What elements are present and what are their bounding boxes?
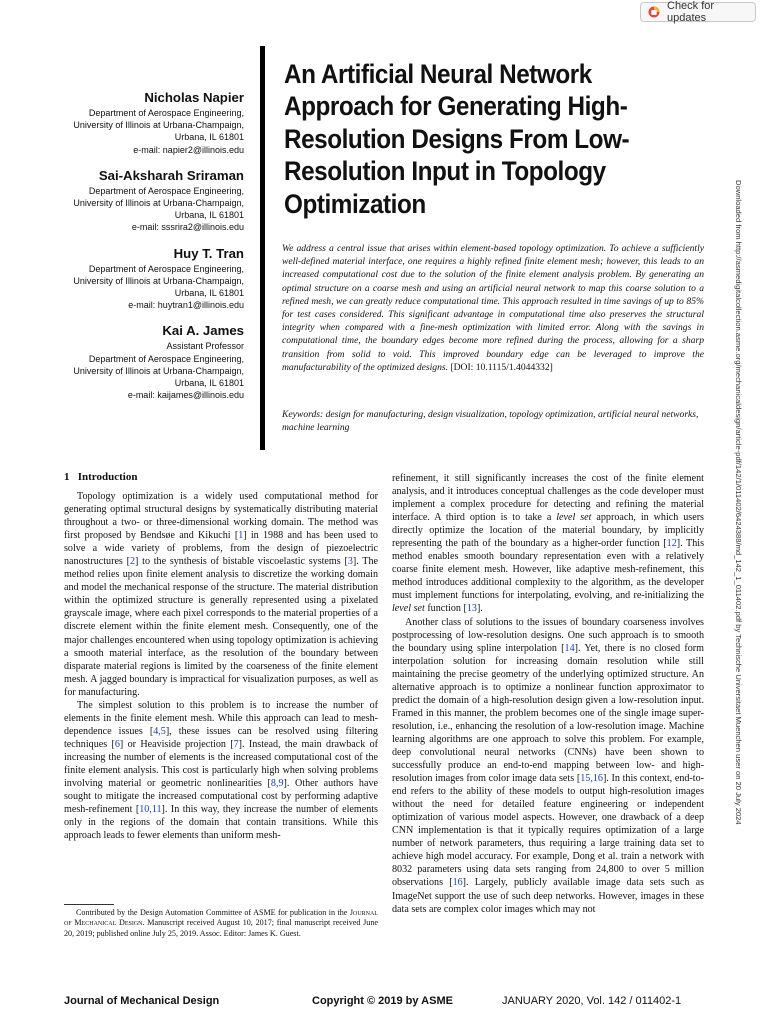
citation-link[interactable]: 12 [666,538,677,550]
citation-link[interactable]: 1 [238,530,244,542]
author-position: Assistant Professor [166,341,244,352]
check-for-updates-button[interactable] [640,2,756,22]
section-number: 1 [64,471,70,483]
citation-link[interactable]: 2 [129,556,136,568]
author-affil-line: Urbana, IL 61801 [174,378,244,389]
footer-copyright: Copyright © 2019 by ASME [312,995,453,1007]
author-affil-line: Urbana, IL 61801 [174,288,244,299]
keywords-text: design for manufacturing, design visualization, topology optimization, artificial neural networks, machine learning [282,409,699,434]
author-email: e-mail: kaijames@illinois.edu [127,390,244,401]
citation-link[interactable]: 13 [466,603,477,615]
author-affil-line: Department of Aerospace Engineering, [88,353,244,364]
citation-link[interactable]: 4,5 [153,725,166,737]
citation-link[interactable]: 14 [564,642,575,654]
check-updates-icon [648,6,660,18]
footer-journal: Journal of Mechanical Design [64,995,220,1007]
download-watermark-text: Downloaded from http://asmedigitalcollection.asme.org/mechanicaldesign/article-pdf/142/1/011402/6424388/md_142_1_011402.pdf by Technische Universitaet Muenchen user on 20 July 2024 [734,180,743,825]
author-2 [24,166,244,234]
author-4 [24,321,244,401]
section-title: Introduction [77,471,138,483]
author-affil-line: Department of Aerospace Engineering, [88,185,244,196]
author-affil-line: University of Illinois at Urbana-Champaign, [73,275,244,286]
abstract [282,242,704,374]
keywords [282,408,704,434]
title-divider-bar [260,46,265,450]
footer-issue: JANUARY 2020, Vol. 142 / 011402-1 [502,995,682,1007]
title-line: Approach for Generating High- [284,91,628,122]
footnote [64,908,378,939]
author-name: Kai A. James [162,323,244,339]
citation-link[interactable]: 8,9 [270,778,284,790]
author-email: e-mail: napier2@illinois.edu [133,144,244,155]
author-1 [24,88,244,156]
title-line: Resolution Input in Topology [284,156,606,187]
title-line: An Artificial Neural Network [284,59,592,89]
title-line: Optimization [284,188,426,219]
citation-link[interactable]: 3 [347,556,353,568]
body-paragraph: Topology optimization is a widely used computational method for generating optimal structural designs by systematically distributing material throughout a two- or three-dimensional working domain. The method was first proposed by Bendsøe and Kikuchi [1] in 1988 and has been used to solve a wide variety of problems, from the design of piezoelectric nanostructures [2] to the synthesis of bistable viscoelastic systems [3]. The method relies upon finite element analysis to discretize the working domain and model the mechanical response of the structure. The material distribution within the optimized structure is generally represented using a pixelated grayscale image, where each pixel corresponds to the material properties of a discrete element within the finite element mesh. Consequently, one of the major challenges encountered when using topology optimization is achieving a smooth material interface, as the resolution of the boundary between disparate material regions is limited by the coarseness of the finite element mesh. A jagged boundary is impractical for visualization purposes, as well as for manufacturing. [64,491,379,698]
body-column-right [392,472,704,916]
author-block [24,88,244,411]
author-affil-line: Urbana, IL 61801 [174,210,244,221]
body-paragraph: Another class of solutions to the issues of boundary coarseness involves postprocessing of low-resolution designs. One such approach is to smooth the boundary using spline interpolation [14]. Yet, there is no closed form interpolation solution for increasing domain resolution while still maintaining the precise geometry of the underlying optimized structure. An alternative approach is to optimize a nonlinear function approximator to predict the domain of a high-resolution design given a low-resolution input. Framed in this manner, the problem becomes one of the single image super-resolution, i.e., enhancing the resolution of a low-resolution image. Machine learning algorithms are one approach to solve this problem. For example, deep convolutional neural networks (CNNs) have been shown to successfully produce an end-to-end mapping between low- and high-resolution images from color image data sets [15,16]. In this context, end-to-end refers to the ability of these models to output high-resolution images without the need for detailed feature engineering or independent optimization of various model aspects. However, one drawback of a deep CNN implementation is that it typically requires optimization of a large number of network parameters, thus requiring a large training data set to achieve high model accuracy. For example, Dong et al. train a network with 8032 parameters using data sets ranging from 24,800 to over 5 million observations [16]. Largely, publicly available image data sets such as ImageNet support the use of such deep networks. However, images in these data sets are complex color images which may not [392,616,704,915]
keywords-label: Keywords: [282,409,324,420]
author-email: e-mail: huytran1@illinois.edu [128,300,244,311]
footnote-rule [64,904,114,905]
body-paragraph: The simplest solution to this problem is to increase the number of elements in the finite element mesh. While this approach can lead to mesh-dependence issues [4,5], these issues can be resolved using filtering techniques [6] or Heaviside projection [7]. Instead, the main drawback of increasing the number of elements is the increased computational cost of the finite element analysis. This cost is particularly high when solving problems involving material or geometric nonlinearities [8,9]. Other authors have sought to mitigate the increased computational cost by performing adaptive mesh-refinement [10,11]. In this way, they increase the number of elements only in the regions of the domain that contain transitions. While this approach leads to fewer elements than uniform mesh- [64,699,378,842]
author-name: Sai-Aksharah Sriraman [98,167,244,183]
check-updates-label: Check for updates [667,0,715,24]
author-affil-line: University of Illinois at Urbana-Champaign, [73,365,244,376]
footnote-journal: Journal of Mechanical Design [64,908,378,928]
citation-link[interactable]: 10,11 [139,804,162,816]
author-affil-line: Urbana, IL 61801 [174,132,244,143]
author-affil-line: University of Illinois at Urbana-Champaign, [73,120,244,131]
author-affil-line: Department of Aerospace Engineering, [88,263,244,274]
citation-link[interactable]: 16 [452,877,463,889]
footnote-text: . Manuscript received August 10, 2017; final manuscript received June 20, 2019; published online July 25, 2019. Assoc. Editor: James K. Guest. [64,918,378,938]
abstract-doi: [DOI: 10.1115/1.4044332] [450,361,553,373]
author-3 [24,244,244,312]
author-name: Huy T. Tran [173,245,244,261]
paper-title [284,58,707,220]
section-heading [64,471,137,483]
author-email: e-mail: sssrira2@illinois.edu [131,222,244,233]
author-affil-line: University of Illinois at Urbana-Champaign, [73,198,244,209]
abstract-text: We address a central issue that arises within element-based topology optimization. To achieve a sufficiently well-defined material interface, one requires a highly refined finite element mesh; however, this leads to an increased computational cost due to the solution of the finite element analysis problem. By generating an optimal structure on a coarse mesh and using an artificial neural network to map this coarse solution to a refined mesh, we can greatly reduce computational time. This approach resulted in time savings of up to 85% for test cases considered. This significant advantage in computational time also preserves the structural integrity when compared with a fine-mesh optimization with limited error. Along with the savings in computational time, the boundary edges become more refined during the process, allowing for a sharp transition from solid to void. This improved boundary edge can be leveraged to improve the manufacturability of the optimized designs. [282,243,704,373]
citation-link[interactable]: 6 [114,738,120,750]
author-name: Nicholas Napier [144,90,244,105]
title-line: Resolution Designs From Low- [284,123,630,154]
author-affil-line: Department of Aerospace Engineering, [88,108,244,118]
footnote-text: Contributed by the Design Automation Committee of ASME for publication in the [76,908,348,917]
body-paragraph: refinement, it still significantly increases the cost of the finite element analysis, and it introduces conceptual challenges as the code developer must implement a complex procedure for detecting and refining the material interface. A third option is to take a level set approach, in which users directly optimize the location of the material boundary, by implicitly representing the path of the boundary as a higher-order function [12]. This method enables smooth boundary representation even with a relatively coarse finite element mesh. However, like adaptive mesh-refinement, this method introduces additional complexity to the algorithm, as the developer must implement functions for interpolating, evolving, and re-initializing the level set function [13]. [392,473,705,615]
body-column-left [64,490,378,842]
download-watermark [733,180,743,825]
citation-link[interactable]: 15,16 [580,773,603,785]
citation-link[interactable]: 7 [233,738,239,750]
